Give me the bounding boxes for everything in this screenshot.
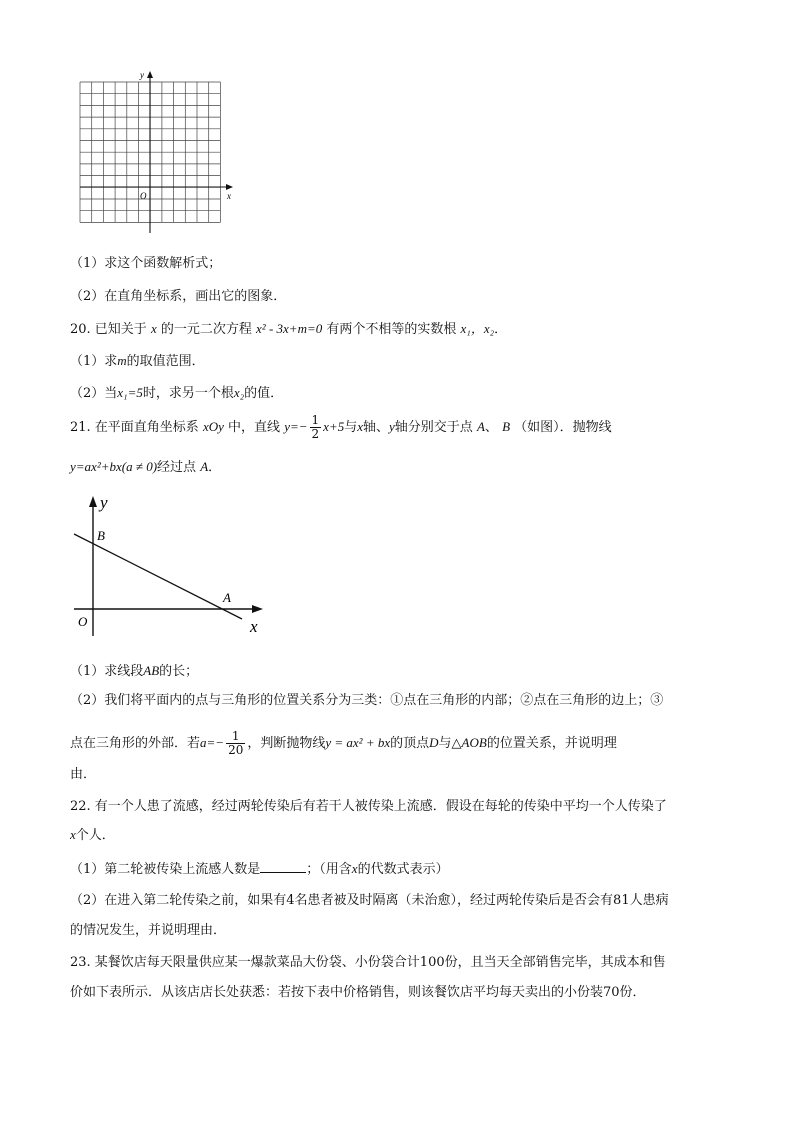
q21-x-axis: x	[357, 419, 363, 434]
q21-parabola2: y = ax² + bx	[325, 735, 391, 750]
q21-part2-l2-d: 与△	[438, 736, 462, 751]
q20-stem-a: 20. 已知关于	[70, 322, 147, 337]
q21-part2-line2	[70, 730, 617, 757]
q20-part2-b: 时，求另一个根	[142, 386, 234, 401]
q21-part2-line1: （2）我们将平面内的点与三角形的位置关系分为三类：①点在三角形的内部；②点在三角形的边上；③	[70, 693, 664, 708]
q21-frac-den: 2	[311, 427, 320, 441]
q21-line-rhs: x+5	[323, 419, 345, 434]
q19-part2: （2）在直角坐标系，画出它的图象．	[70, 289, 287, 304]
q20-part2	[70, 384, 283, 403]
q21-part2-l2-b: ，判断抛物线	[247, 736, 326, 751]
q20-part1	[70, 352, 205, 371]
q23-line2: 价如下表所示．从该店店长处获悉：若按下表中价格销售，则该餐饮店平均每天卖出的小份装70份．	[70, 985, 646, 1000]
q20-part2-c: 的值．	[244, 386, 284, 401]
q21-fig-line-ab	[74, 534, 242, 619]
q20-stem-c: 有两个不相等的实数根	[326, 322, 457, 337]
q21-fig-b-label: B	[97, 528, 105, 543]
q21-stem-e: 轴分别交于点	[394, 420, 473, 435]
q21-stem-d: 轴、	[363, 420, 390, 435]
q22-part1-b: ；（用含	[306, 862, 352, 877]
q21-point-a2: A	[200, 459, 209, 474]
q22-stem-line1: 22. 有一个人患了流感，经过两轮传染后有若干人被传染上流感．假设在每轮的传染中平均一个人传染了	[70, 799, 667, 814]
q21-stem-g: 经过点	[157, 460, 197, 475]
q21-point-b: B	[502, 419, 511, 434]
q22-answer-blank[interactable]	[260, 860, 306, 873]
q21-fig-x-label: x	[250, 617, 258, 636]
q20-var-x: x	[150, 321, 157, 336]
q21-stem-c: 与	[344, 420, 358, 435]
q21-stem-b: 中，直线	[228, 420, 281, 435]
q21-stem-line2	[70, 458, 221, 477]
q21-part1	[70, 662, 198, 681]
q22-part1	[70, 860, 449, 879]
q21-stem-a: 21. 在平面直角坐标系	[70, 420, 199, 435]
q22-stem-line2	[70, 826, 115, 845]
q20-var-x2: x₂	[233, 385, 245, 400]
q22-part2-line2: 的情况发生，并说明理由．	[70, 923, 227, 938]
q21-part2-line3: 由．	[70, 767, 97, 782]
grid-origin-label: O	[140, 191, 147, 201]
q22-part2-line1: （2）在进入第二轮传染之前，如果有4名患者被及时隔离（未治愈），经过两轮传染后是否会有81人患病	[70, 893, 669, 908]
q21-part1-a: （1）求线段	[70, 664, 144, 679]
q20-roots: x₁，x₂	[460, 321, 495, 336]
q21-line-lhs: y=−	[284, 419, 308, 434]
q21-triangle-aob: AOB	[461, 735, 487, 750]
q21-stem-f: （如图）．抛物线	[514, 420, 612, 435]
q21-xoy: xOy	[202, 419, 224, 434]
q21-a-lhs: a=−	[200, 735, 225, 750]
q20-part1-b: 的取值范围．	[126, 354, 205, 369]
q21-fig-o-label: O	[78, 614, 88, 629]
q21-line-figure	[66, 490, 266, 640]
q22-part1-c: 的代数式表示）	[357, 862, 449, 877]
q21-fraction	[310, 414, 322, 441]
q21-parabola: y=ax²+bx(a ≠ 0)	[70, 459, 158, 474]
q21-a-fraction	[226, 730, 245, 757]
q21-part2-l2-a: 点在三角形的外部．若	[70, 736, 201, 751]
q21-stem-end: ．	[208, 460, 222, 475]
q21-y-axis: y	[389, 419, 395, 434]
q21-fig-x-arrow	[252, 605, 263, 613]
q22-stem-line2-text: 个人．	[75, 828, 115, 843]
q21-part2-l2-e: 的位置关系，并说明理	[486, 736, 617, 751]
q21-segment-ab: AB	[143, 663, 160, 678]
q21-part1-b: 的长；	[159, 664, 199, 679]
grid-x-arrow	[226, 184, 233, 190]
q20-condition: x₁=5	[117, 385, 143, 400]
q22-var-x: x	[70, 827, 76, 842]
q21-a-den: 20	[228, 743, 244, 757]
q21-point-a: A	[476, 419, 485, 434]
q22-part1-x: x	[351, 861, 358, 876]
q20-stem	[70, 320, 507, 339]
q21-fig-a-label: A	[223, 590, 231, 605]
q20-var-m: m	[117, 353, 127, 368]
q21-fig-y-arrow	[89, 496, 97, 507]
q21-stem-line1	[70, 414, 612, 441]
q21-point-d: D	[429, 735, 439, 750]
grid-y-label: y	[140, 70, 144, 80]
q20-part1-a: （1）求	[70, 354, 118, 369]
q22-part1-a: （1）第二轮被传染上流感人数是	[70, 862, 261, 877]
q20-part2-a: （2）当	[70, 386, 118, 401]
q21-a-num: 1	[226, 730, 245, 744]
coordinate-grid-figure	[72, 68, 242, 238]
q21-frac-num: 1	[311, 413, 320, 427]
grid-x-label: x	[227, 191, 231, 201]
q21-fig-y-label: y	[100, 493, 108, 512]
q20-stem-end: ．	[494, 322, 508, 337]
grid-y-arrow	[147, 71, 153, 78]
q20-equation: x² - 3x+m=0	[256, 321, 323, 336]
q21-sep: 、	[484, 420, 498, 435]
q20-stem-b: 的一元二次方程	[160, 322, 252, 337]
q21-part2-l2-c: 的顶点	[390, 736, 430, 751]
q19-part1: （1）求这个函数解析式；	[70, 256, 222, 271]
q23-line1: 23. 某餐饮店每天限量供应某一爆款菜品大份袋、小份袋合计100份，且当天全部销售完毕，其成本和售	[70, 955, 666, 970]
